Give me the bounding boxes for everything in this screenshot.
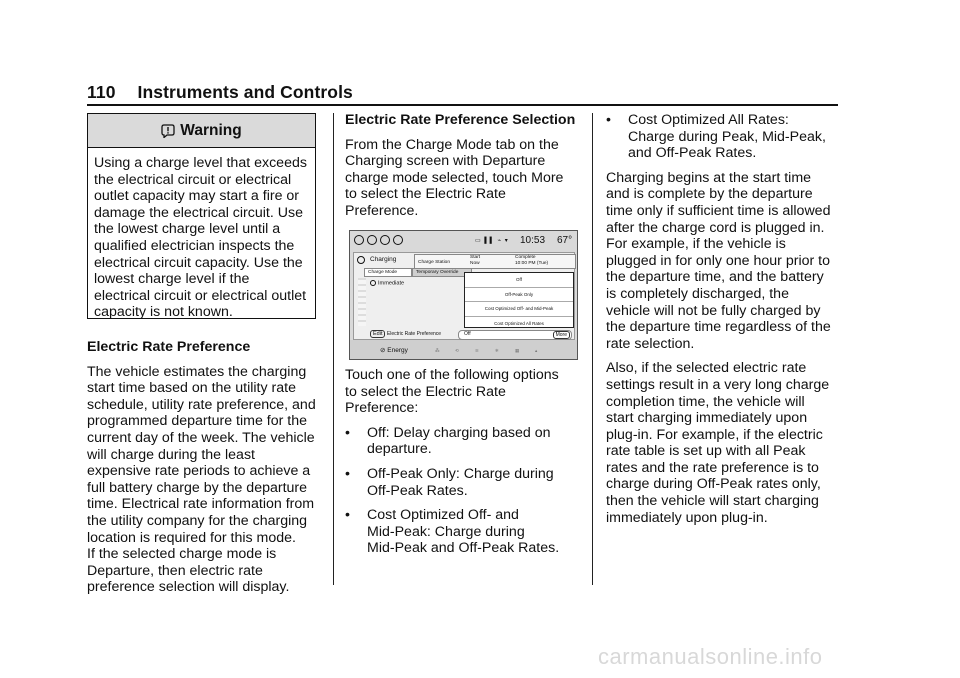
page-number: 110 [87,82,116,102]
current-rate-value: Off [464,331,471,337]
screen-status-bar [350,231,577,251]
text-line: programmed departure time for the [87,413,308,430]
text-line: then the vehicle will start charging [606,493,819,510]
text-line: plugged in for only one hour prior to [606,252,830,269]
section-heading: Electric Rate Preference [87,339,251,355]
column-2-continued [345,367,585,565]
edit-caption: Electric Rate Preference [386,331,442,337]
text-line: is completely discharged, the [606,285,789,302]
paragraph [345,137,585,220]
warning-text [88,148,315,321]
warning-line: electrical circuit or electrical outlet [94,287,307,304]
warning-line: the electrical circuit or electrical [94,171,292,188]
column-divider-1 [333,113,334,585]
energy-button[interactable]: ⊘ Energy [380,347,408,354]
text-line: Cost Optimized All Rates: [628,112,789,128]
text-line: start charging immediately upon [606,410,808,427]
text-line: preference selection will display. [87,579,290,596]
start-label: Start [470,255,481,260]
text-line: completion time, the vehicle will [606,393,805,410]
fan-icon[interactable]: ⁂ [435,348,440,353]
edit-row [370,331,441,337]
rate-preference-menu [464,272,574,328]
home-icon [354,235,364,245]
warning-line: the lowest charge level until a [94,221,281,238]
warning-line: outlet capacity may start a fire or [94,188,300,205]
section-title: Instruments and Controls [137,82,353,102]
complete-label: Complete [515,255,536,260]
warning-line: capacity is not known. [94,304,233,321]
schedule-list [358,278,366,326]
text-line: Departure, then electric rate [87,562,263,579]
text-line: Off-Peak Rates. [367,482,468,499]
text-line: Charging screen with Departure [345,153,546,170]
signal-icon: ▭ ▌▌ ⌁ ▾ [475,238,509,244]
menu-item-cost-optimized-off-mid[interactable]: Cost Optimized Off- and Mid-Peak [465,302,573,317]
bullet-icon: • [345,465,350,482]
edit-button[interactable]: Edit [370,330,385,338]
text-line: expensive rate periods to achieve a [87,463,311,480]
paragraph [606,170,846,353]
heat-icon[interactable]: ≋ [475,348,479,353]
climate-bar [350,340,577,360]
tab-temporary-override[interactable]: Temporary Override [412,268,472,277]
column-1 [87,339,327,596]
section-heading: Electric Rate Preference Selection [345,112,576,128]
paragraph [606,360,846,526]
text-line: location is required for this mode. [87,529,296,546]
warning-icon [161,124,175,138]
text-line: Off-Peak Only: Charge during [367,465,554,482]
menu-item-cost-optimized-all[interactable]: Cost Optimized All Rates [494,320,544,326]
charging-screen-figure [349,230,578,360]
start-value: Now [470,261,480,266]
text-line: Mid-Peak and Off-Peak Rates. [367,540,560,557]
warning-box [87,113,316,319]
charging-panel [353,252,575,340]
warning-header [88,114,315,148]
text-line: after the charge cord is plugged in. [606,219,825,236]
rate-preference-bar [458,330,572,340]
warning-line: Using a charge level that exceeds [94,155,307,171]
text-line: rates and the rate preference is to [606,459,819,476]
station-label: Charge Station [418,260,450,265]
page-header [87,82,353,103]
screen-time: 10:53 [520,235,546,246]
complete-value: 10:00 PM (Tue) [515,261,549,266]
text-line: rate table is set up with all Peak [606,443,806,460]
text-line: full battery charge by the departure [87,479,308,496]
text-line: immediately upon plug-in. [606,509,768,526]
charge-station-box [414,254,576,269]
bullet-icon: • [345,424,350,441]
header-rule [87,104,838,106]
list-item [345,507,585,557]
text-line: Charging begins at the start time [606,169,812,186]
paragraph [345,367,585,417]
text-line: From the Charge Mode tab on the [345,136,559,153]
text-line: the utility company for the charging [87,512,308,529]
screen-temp: 67° [557,235,573,246]
paragraph [87,364,327,596]
warning-line: damage the electrical circuit. Use [94,204,303,221]
text-line: current day of the week. The vehicle [87,429,315,446]
text-line: Touch one of the following options [345,367,559,383]
back-icon[interactable] [357,256,365,264]
text-line: plug-in. For example, if the electric [606,426,823,443]
text-line: Mid-Peak: Charge during [367,523,525,540]
bullet-icon: • [345,507,350,524]
text-line: Preference: [345,400,419,417]
text-line: the departure time regardless of the [606,319,831,336]
bullet-icon: • [606,112,611,128]
text-line: and is complete by the departure [606,186,813,203]
watermark: carmanualsonline.info [598,644,823,669]
audio-icon [380,235,390,245]
text-line: the departure time, and the battery [606,269,824,286]
warning-title: Warning [180,121,242,139]
apps-icon [393,235,403,245]
column-2 [345,112,585,220]
text-line: charge during Off-Peak rates only, [606,476,821,493]
text-line: start time based on the utility rate [87,380,296,397]
text-line: The vehicle estimates the charging [87,363,307,380]
list-item [345,466,585,499]
text-line: schedule, utility rate preference, and [87,396,316,413]
text-line: Also, if the selected electric rate [606,360,807,377]
menu-item-off-peak-only[interactable]: Off-Peak Only [465,288,573,303]
column-3 [606,112,846,534]
ac-icon[interactable]: ❄ [495,348,499,353]
text-line: rate selection. [606,335,695,352]
text-line: Charge during Peak, Mid-Peak, [628,128,826,145]
warning-line: qualified electrician inspects the [94,237,295,254]
defrost-icon[interactable]: ▦ [515,348,520,353]
text-line: For example, if the vehicle is [606,236,786,253]
text-line: charge mode selected, touch More [345,169,564,186]
text-line: and Off-Peak Rates. [628,145,757,162]
temp-icon[interactable]: ▴ [535,348,538,353]
text-line: Cost Optimized Off- and [367,507,519,524]
text-line: to select the Electric Rate [345,186,506,203]
menu-item-off[interactable]: Off [465,273,573,288]
nav-icon [367,235,377,245]
tab-charge-mode[interactable]: Charge Mode [364,268,412,277]
text-line: settings result in a very long charge [606,376,830,393]
text-line: to select the Electric Rate [345,383,506,400]
text-line: time only if sufficient time is allowed [606,202,831,219]
text-line: departure. [367,441,432,458]
immediate-option[interactable] [370,280,404,286]
list-item [606,112,846,162]
immediate-label: Immediate [378,280,405,287]
text-line: will charge during the least [87,446,255,463]
text-line: Off: Delay charging based on [367,424,551,441]
text-line: vehicle will not be fully charged by [606,302,821,319]
text-line: Preference. [345,202,419,219]
more-button[interactable]: More [553,331,570,339]
text-line: If the selected charge mode is [87,546,277,563]
recirc-icon[interactable]: ⟲ [455,348,459,353]
text-line: time. Electrical rate information from [87,496,315,513]
warning-line: electrical circuit capacity. Use the [94,254,303,271]
charging-title: Charging [370,256,397,263]
radio-icon [370,280,376,286]
list-item [345,425,585,458]
warning-line: lowest charge level if the [94,271,250,288]
column-divider-2 [592,113,593,585]
energy-label: Energy [387,347,408,354]
